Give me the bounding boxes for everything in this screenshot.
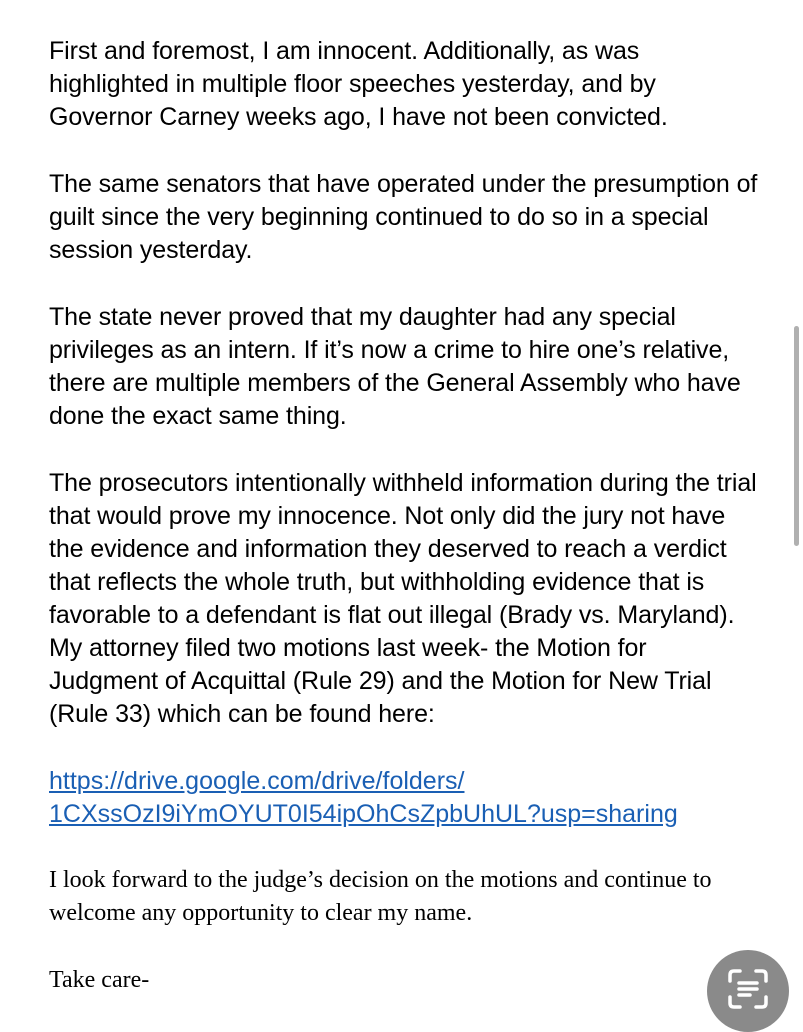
paragraph-innocence: First and foremost, I am innocent. Additionally, as was highlighted in multiple floor speeches yesterday, and by Governor Carney weeks ago, I have not been convicted. [49,37,668,131]
live-text-button[interactable] [707,950,789,1032]
paragraph-daughter-intern: The state never proved that my daughter had any special privileges as an intern. If it’s now a crime to hire one’s relative, there are multiple members of the General Assembly who have done the exact same thing. [49,303,741,430]
drive-link[interactable] [49,765,759,831]
drive-link-line-1[interactable]: https://drive.google.com/drive/folders/ [49,767,465,795]
paragraph-senators: The same senators that have operated under the presumption of guilt since the very beginning continued to do so in a special session yesterday. [49,170,758,264]
message-body [49,35,759,997]
paragraph-prosecutors: The prosecutors intentionally withheld information during the trial that would prove my innocence. Not only did the jury not have the evidence and information they deserved to reach a verdict that reflects the whole truth, but withholding evidence that is favorable to a defendant is flat out illegal (Brady vs. Maryland). My attorney filed two motions last week- the Motion for Judgment of Acquittal (Rule 29) and the Motion for New Trial (Rule 33) which can be found here: [49,469,757,728]
paragraph-closing: I look forward to the judge’s decision on the motions and continue to welcome any opportunity to clear my name. [49,867,712,926]
live-text-icon [726,967,770,1016]
drive-link-line-2[interactable]: 1CXssOzI9iYmOYUT0I54ipOhCsZpbUhUL?usp=sharing [49,800,678,828]
scrollbar[interactable] [794,326,799,546]
sign-off: Take care- [49,967,150,993]
